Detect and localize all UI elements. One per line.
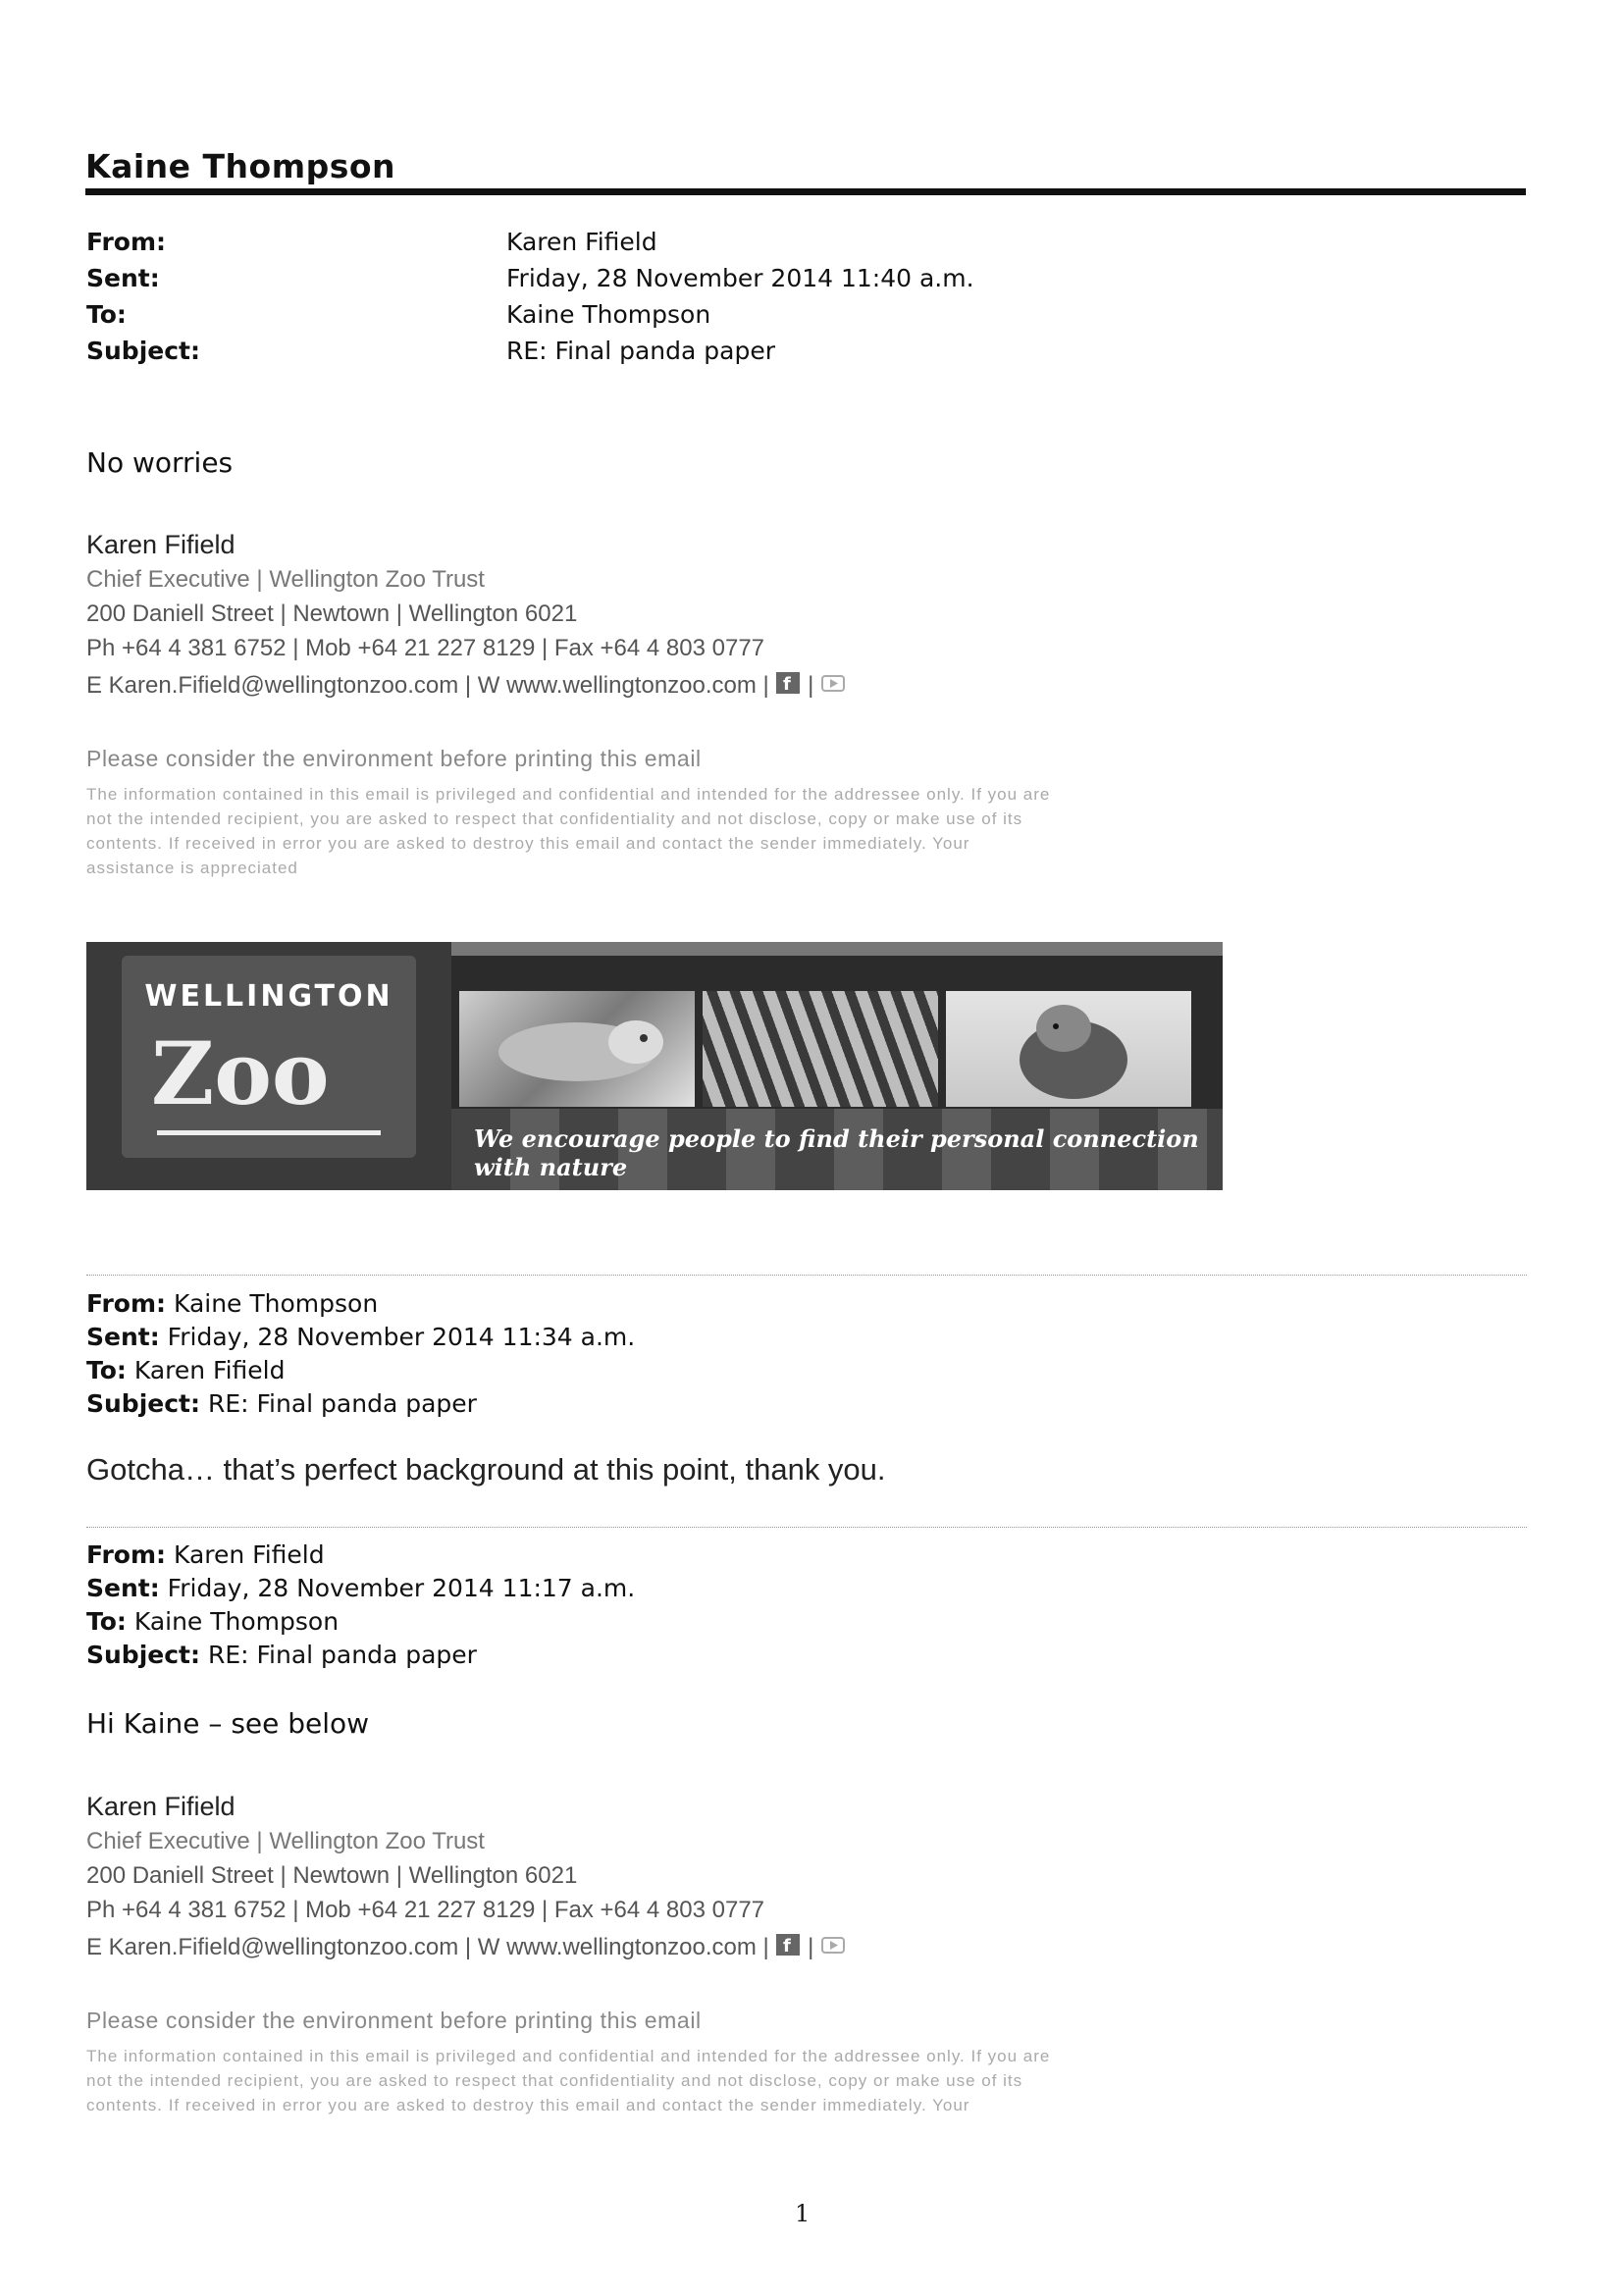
from-value: Karen Fifield bbox=[173, 1540, 325, 1569]
facebook-icon[interactable] bbox=[775, 671, 801, 702]
disclaimer-line: The information contained in this email is privileged and confidential and intended for the addressee only. If you are bbox=[86, 785, 1051, 804]
zoo-banner[interactable] bbox=[86, 942, 1223, 1190]
to-label: To: bbox=[86, 1356, 127, 1384]
to-value: Karen Fifield bbox=[133, 1356, 286, 1384]
signature-phones: Ph +64 4 381 6752 | Mob +64 21 227 8129 | Fax +64 4 803 0777 bbox=[86, 1897, 765, 1923]
to-value: Kaine Thompson bbox=[133, 1607, 340, 1636]
sent-label: Sent: bbox=[86, 264, 160, 292]
sent-value: Friday, 28 November 2014 11:34 a.m. bbox=[167, 1323, 636, 1351]
from-label: From: bbox=[86, 1540, 167, 1569]
signature-email-link[interactable]: E Karen.Fifield@wellingtonzoo.com | W www.wellingtonzoo.com | bbox=[86, 1933, 769, 1960]
subject-value: RE: Final panda paper bbox=[506, 337, 775, 365]
to-label: To: bbox=[86, 300, 127, 329]
to-value: Kaine Thompson bbox=[506, 300, 711, 329]
subject-value: RE: Final panda paper bbox=[207, 1389, 477, 1418]
disclaimer-line: The information contained in this email is privileged and confidential and intended for the addressee only. If you are bbox=[86, 2047, 1051, 2065]
zoo-logo-panel bbox=[86, 942, 451, 1190]
subject-value: RE: Final panda paper bbox=[207, 1641, 477, 1669]
youtube-icon[interactable] bbox=[820, 671, 846, 702]
quote1-sent bbox=[86, 1323, 635, 1351]
sent-label: Sent: bbox=[86, 1323, 160, 1351]
signature-address: 200 Daniell Street | Newtown | Wellington 6021 bbox=[86, 1862, 578, 1889]
signature-address: 200 Daniell Street | Newtown | Wellington 6021 bbox=[86, 600, 578, 627]
logo-main-text: Zoo bbox=[151, 1022, 330, 1124]
signature-phones: Ph +64 4 381 6752 | Mob +64 21 227 8129 | Fax +64 4 803 0777 bbox=[86, 635, 765, 661]
separator: | bbox=[808, 671, 814, 699]
disclaimer-line: contents. If received in error you are asked to destroy this email and contact the sender immediately. Your bbox=[86, 834, 970, 853]
message-body: No worries bbox=[86, 446, 234, 479]
signature-contact bbox=[86, 671, 846, 702]
disclaimer bbox=[86, 2044, 1264, 2117]
quote2-body: Hi Kaine – see below bbox=[86, 1707, 370, 1740]
lizard-photo bbox=[459, 991, 695, 1107]
sent-label: Sent: bbox=[86, 1574, 160, 1602]
logo-top-text: WELLINGTON bbox=[144, 979, 393, 1014]
quote1-to bbox=[86, 1356, 286, 1384]
quote2-from bbox=[86, 1540, 325, 1569]
quote1-body: Gotcha… that’s perfect background at this point, thank you. bbox=[86, 1452, 886, 1487]
disclaimer-line: not the intended recipient, you are asked to respect that confidentiality and not disclose, copy or make use of its bbox=[86, 2071, 1023, 2090]
signature-email-link[interactable]: E Karen.Fifield@wellingtonzoo.com | W www.wellingtonzoo.com | bbox=[86, 671, 769, 699]
disclaimer-line: contents. If received in error you are asked to destroy this email and contact the sender immediately. Your bbox=[86, 2096, 970, 2114]
quote1-subject bbox=[86, 1389, 477, 1418]
separator: | bbox=[808, 1933, 814, 1960]
sent-value: Friday, 28 November 2014 11:40 a.m. bbox=[506, 264, 974, 292]
from-value: Karen Fifield bbox=[506, 228, 657, 256]
signature-name: Karen Fifield bbox=[86, 1792, 236, 1821]
signature-title: Chief Executive | Wellington Zoo Trust bbox=[86, 566, 485, 593]
to-label: To: bbox=[86, 1607, 127, 1636]
subject-label: Subject: bbox=[86, 1389, 200, 1418]
quote2-subject bbox=[86, 1641, 477, 1669]
svg-text:f: f bbox=[783, 674, 792, 695]
subject-label: Subject: bbox=[86, 337, 200, 365]
youtube-icon[interactable] bbox=[820, 1933, 846, 1963]
signature-title: Chief Executive | Wellington Zoo Trust bbox=[86, 1828, 485, 1854]
svg-text:f: f bbox=[783, 1936, 792, 1957]
quote-divider bbox=[86, 1275, 1527, 1276]
facebook-icon[interactable] bbox=[775, 1933, 801, 1963]
logo-underline bbox=[157, 1130, 381, 1135]
quote-divider bbox=[86, 1527, 1527, 1528]
red-panda-photo bbox=[946, 991, 1191, 1107]
disclaimer-line: assistance is appreciated bbox=[86, 859, 298, 877]
quote2-to bbox=[86, 1607, 339, 1636]
quote2-sent bbox=[86, 1574, 635, 1602]
environment-note: Please consider the environment before printing this email bbox=[86, 2008, 702, 2033]
zoo-logo bbox=[122, 956, 416, 1158]
document-owner: Kaine Thompson bbox=[85, 147, 396, 185]
tiger-photo bbox=[703, 991, 938, 1107]
header-rule bbox=[85, 188, 1526, 195]
signature-contact bbox=[86, 1933, 846, 1963]
signature-name: Karen Fifield bbox=[86, 530, 236, 559]
subject-label: Subject: bbox=[86, 1641, 200, 1669]
from-value: Kaine Thompson bbox=[173, 1289, 379, 1318]
environment-note: Please consider the environment before printing this email bbox=[86, 746, 702, 771]
page-number: 1 bbox=[795, 2200, 811, 2227]
disclaimer bbox=[86, 782, 1264, 880]
from-label: From: bbox=[86, 228, 167, 256]
disclaimer-line: not the intended recipient, you are asked to respect that confidentiality and not disclose, copy or make use of its bbox=[86, 809, 1023, 828]
banner-tagline: We encourage people to find their personal connection with nature bbox=[474, 1124, 1199, 1181]
quote1-from bbox=[86, 1289, 378, 1318]
from-label: From: bbox=[86, 1289, 167, 1318]
sent-value: Friday, 28 November 2014 11:17 a.m. bbox=[167, 1574, 636, 1602]
